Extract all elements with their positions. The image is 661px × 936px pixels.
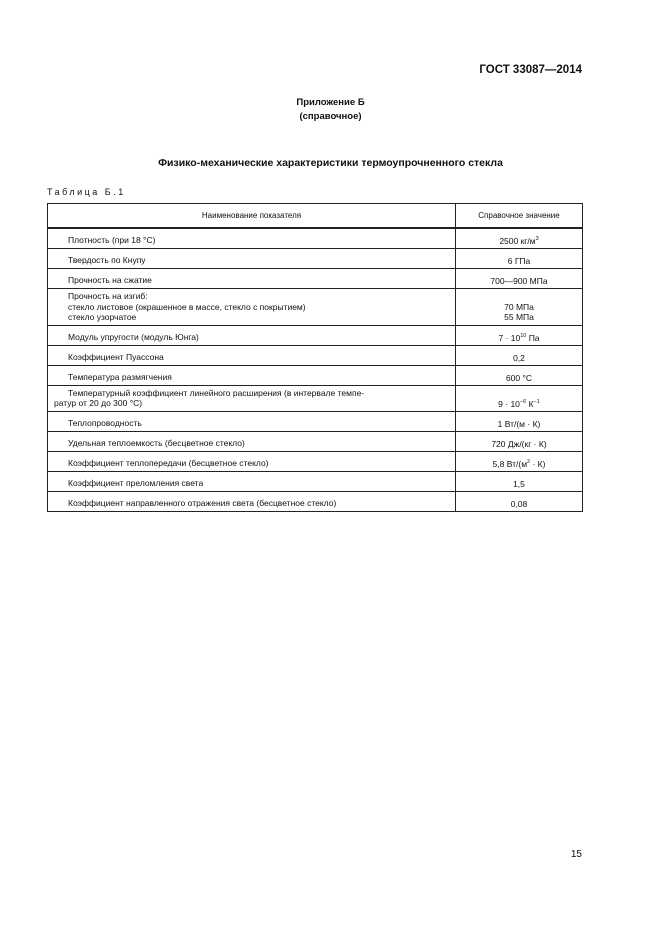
row-name-line: стекло листовое (окрашенное в массе, стекло с покрытием) xyxy=(68,301,306,312)
row-name: Коэффициент преломления света xyxy=(48,471,456,491)
table-label: Таблица Б.1 xyxy=(47,187,126,197)
row-value-line: 55 МПа xyxy=(504,312,534,322)
row-name-line: Температурный коэффициент линейного расширения (в интервале темпе- xyxy=(68,387,365,398)
table-row xyxy=(48,431,583,451)
row-value: 6 ГПа xyxy=(456,249,583,269)
row-name: Твердость по Кнупу xyxy=(48,249,456,269)
table-row xyxy=(48,269,583,289)
row-value: $7 \cdot 10^{10}$ Па xyxy=(456,325,583,345)
row-value-line: 70 МПа xyxy=(504,301,534,312)
row-value: $9 \cdot 10^{-6}$ $К^{-1}$ xyxy=(456,385,583,411)
row-name xyxy=(48,385,456,411)
table-header-row xyxy=(48,204,583,229)
row-name-line: стекло узорчатое xyxy=(68,312,137,322)
table-row xyxy=(48,228,583,249)
column-header-name: Наименование показателя xyxy=(48,204,456,229)
properties-table xyxy=(47,203,583,512)
appendix-heading xyxy=(0,96,661,124)
row-value: 700—900 МПа xyxy=(456,269,583,289)
table-row xyxy=(48,491,583,511)
row-name: Модуль упругости (модуль Юнга) xyxy=(48,325,456,345)
table-row xyxy=(48,325,583,345)
table-row xyxy=(48,289,583,326)
row-name: Прочность на сжатие xyxy=(48,269,456,289)
row-name: Теплопроводность xyxy=(48,411,456,431)
row-value: 0,08 xyxy=(456,491,583,511)
appendix-title: Приложение Б xyxy=(296,97,365,108)
row-name: Коэффициент теплопередачи (бесцветное стекло) xyxy=(48,451,456,471)
row-name-line: ратур от 20 до 300 °С) xyxy=(54,398,143,408)
row-value: 0,2 xyxy=(456,345,583,365)
row-name xyxy=(48,289,456,326)
row-name: Удельная теплоемкость (бесцветное стекло) xyxy=(48,431,456,451)
row-value: 1 Вт/(м · К) xyxy=(456,411,583,431)
appendix-subtitle: (справочное) xyxy=(299,111,362,122)
table-row xyxy=(48,365,583,385)
row-value: 5,8 $Вт/(м^2 \cdot К)$ xyxy=(456,451,583,471)
table-row xyxy=(48,385,583,411)
row-value: 720 Дж/(кг · К) xyxy=(456,431,583,451)
row-name: Температура размягчения xyxy=(48,365,456,385)
column-header-value: Справочное значение xyxy=(456,204,583,229)
row-name: Коэффициент направленного отражения света (бесцветное стекло) xyxy=(48,491,456,511)
document-title: Физико-механические характеристики термоупрочненного стекла xyxy=(158,157,503,169)
row-value xyxy=(456,289,583,326)
table-row xyxy=(48,411,583,431)
table-row xyxy=(48,249,583,269)
row-name: Плотность (при 18 °С) xyxy=(48,228,456,249)
row-value: 600 °С xyxy=(456,365,583,385)
row-value: 2500 $кг/м^3$ xyxy=(456,228,583,249)
row-name-line: Прочность на изгиб: xyxy=(68,291,148,301)
table-row xyxy=(48,471,583,491)
table-row xyxy=(48,451,583,471)
standard-code: ГОСТ 33087—2014 xyxy=(479,64,582,76)
page-number: 15 xyxy=(570,849,582,860)
table-row xyxy=(48,345,583,365)
row-value: 1,5 xyxy=(456,471,583,491)
row-name: Коэффициент Пуассона xyxy=(48,345,456,365)
